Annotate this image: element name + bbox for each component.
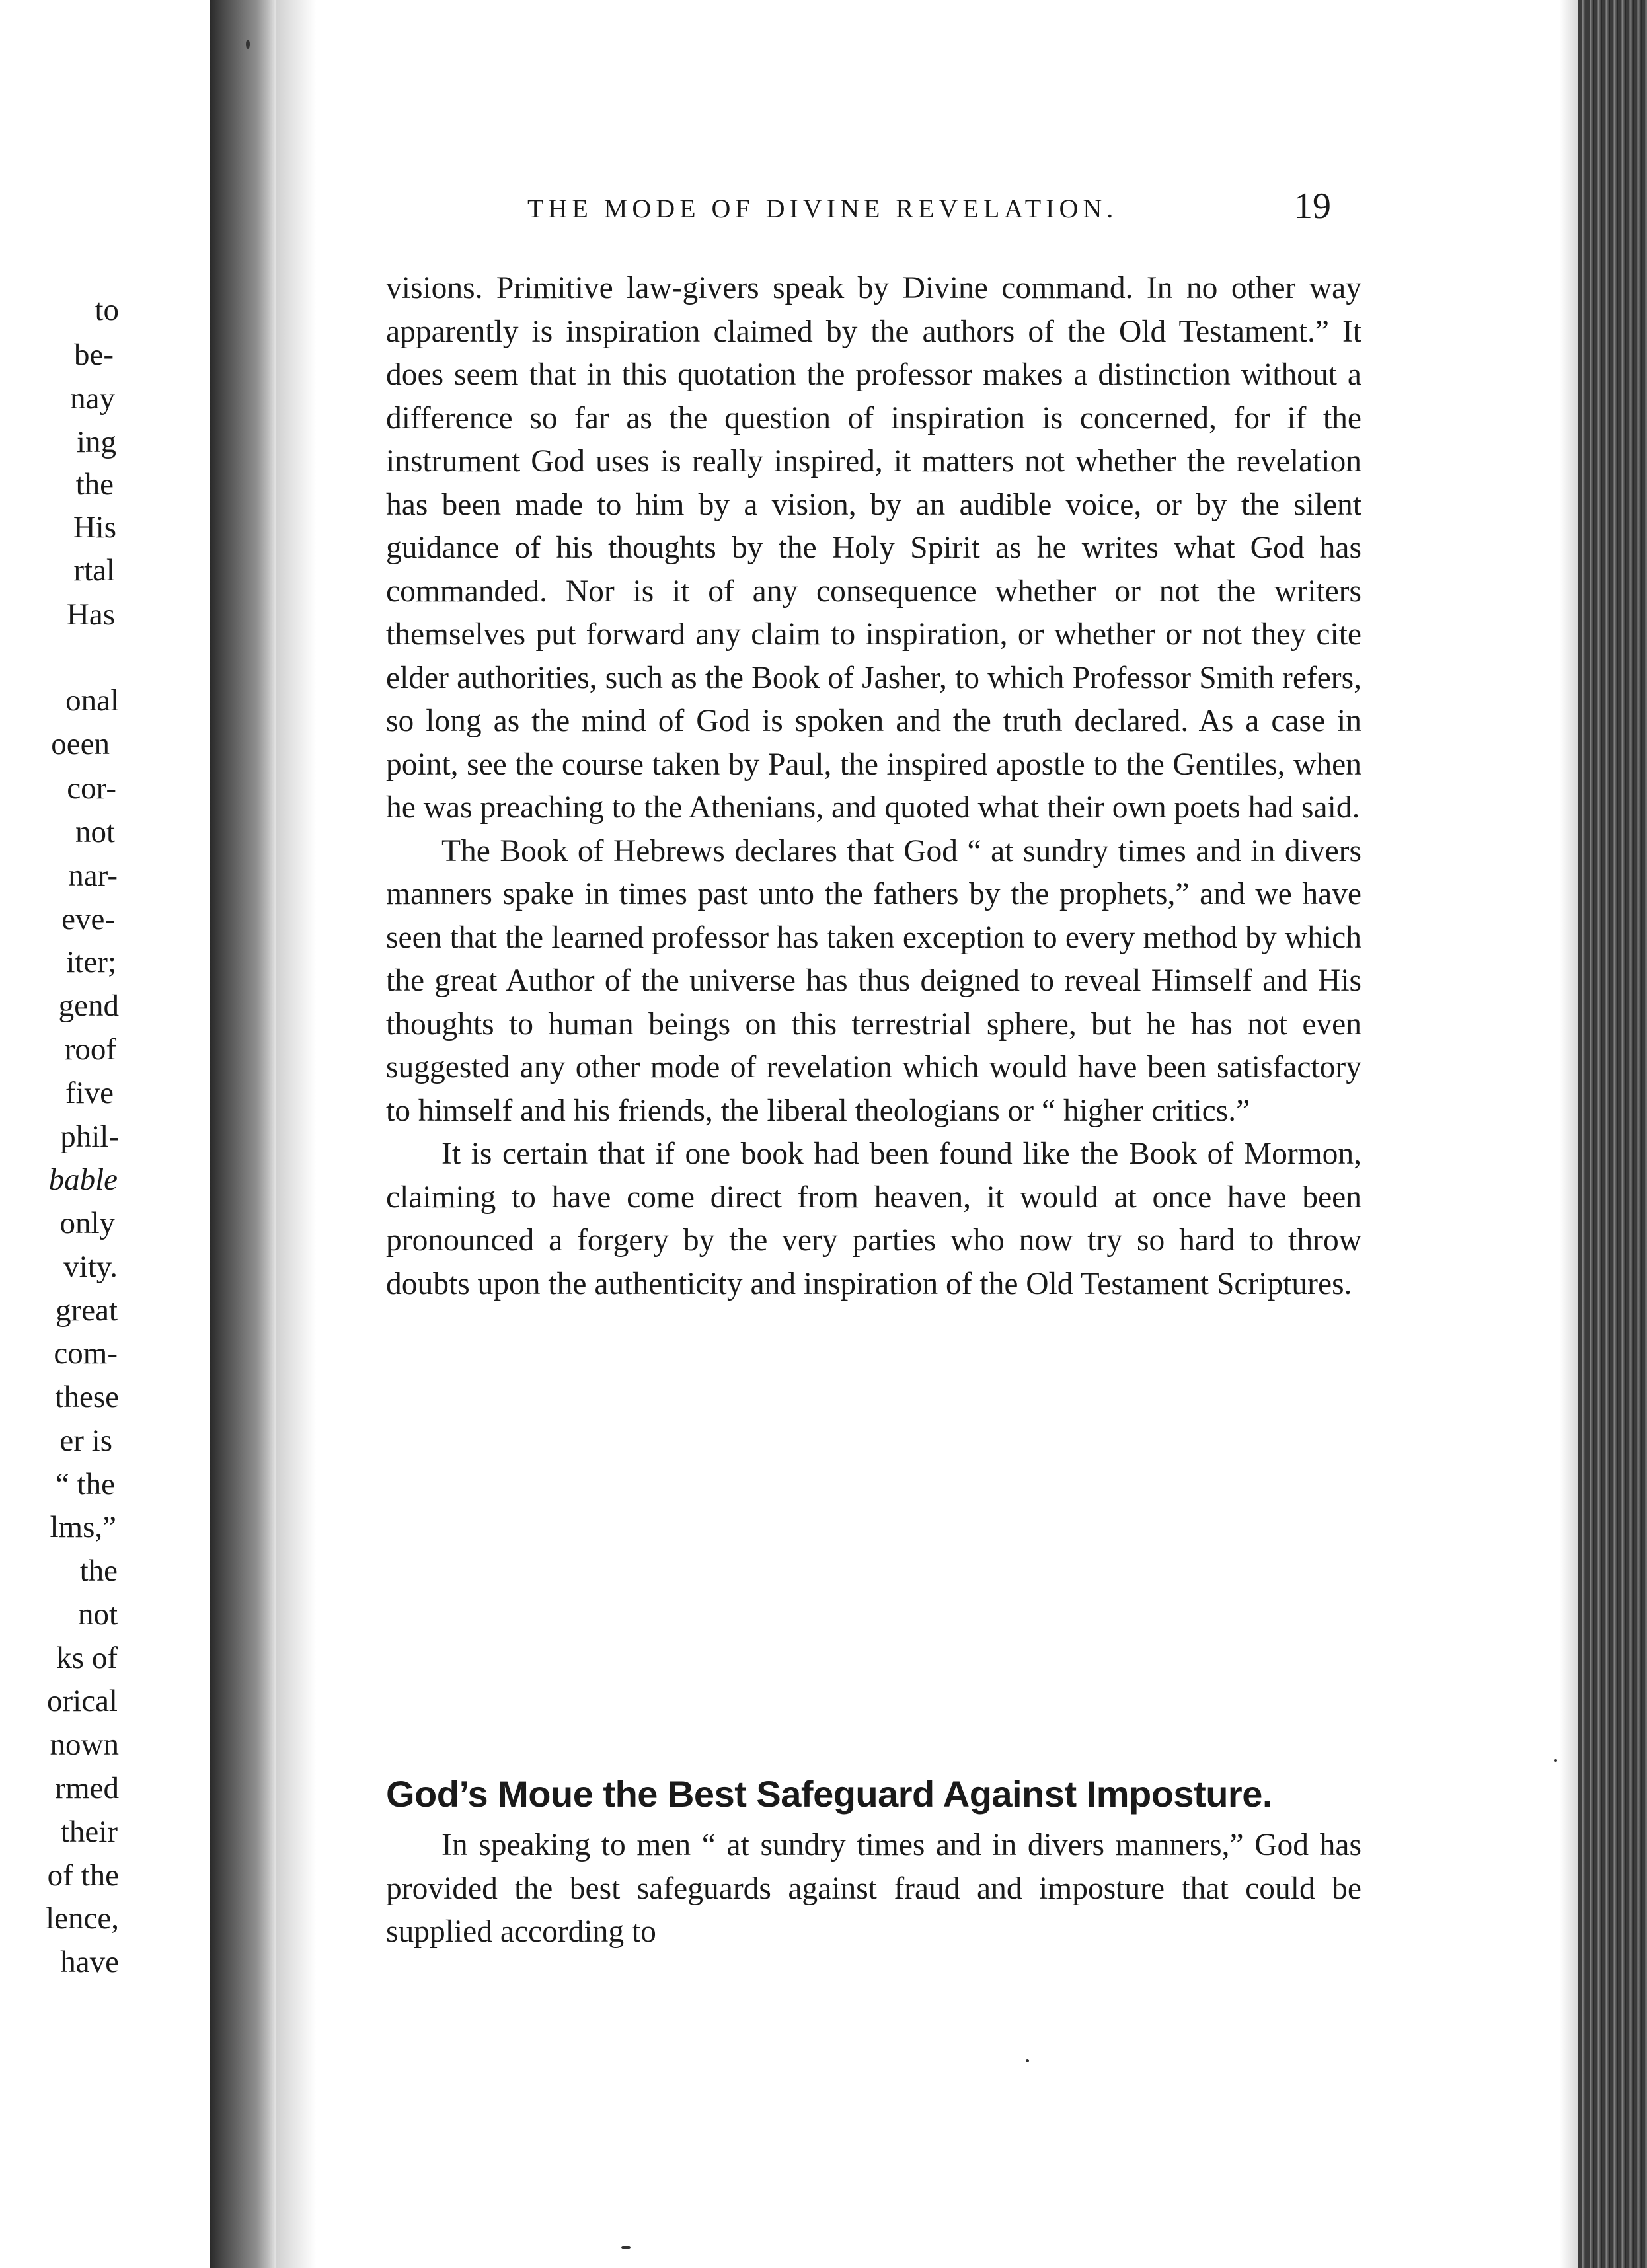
left-page-fragment: have xyxy=(60,1945,119,1979)
left-page-fragment: His xyxy=(73,510,116,545)
scan-speck xyxy=(621,2246,631,2249)
gutter-shadow xyxy=(276,0,316,2268)
paragraph-1: visions. Primitive law-givers speak by Divine command. In no other way apparently is inspiration claimed by the authors of the Old Testament.” It does seem that in this quotation the professor makes a distinction without a difference so far as the question of inspiration is concerned, for if the instrument God uses is really inspired, it matters not whether the revelation has been made to him by a vision, by an audible voice, or by the silent guidance of his thoughts by the Holy Spirit as he writes what God has commanded. Nor is it of any consequence whether or not the writers themselves put forward any claim to inspiration, or whether or not they cite elder authorities, such as the Book of Jasher, to which Professor Smith refers, so long as the mind of God is spoken and the truth declared. As a case in point, see the course taken by Paul, the inspired apostle to the Gentiles, when he was preaching to the Athenians, and quoted what their own poets had said. xyxy=(386,271,1361,825)
left-page-fragment: the xyxy=(75,467,114,502)
scan-speck xyxy=(1554,1759,1557,1762)
left-page-fragment: vity. xyxy=(63,1250,118,1284)
left-page-fragment: Has xyxy=(66,597,115,632)
book-gutter xyxy=(210,0,276,2268)
left-page-fragment: oeen xyxy=(51,727,110,761)
left-page-fragment: eve- xyxy=(61,902,115,936)
left-page-fragment: gend xyxy=(58,989,119,1023)
left-page-fragment: be- xyxy=(73,338,114,372)
left-page-fragment: lence, xyxy=(46,1901,119,1936)
section-body-text xyxy=(386,1824,1361,1954)
body-text xyxy=(386,267,1361,1306)
left-page-fragment: ks of xyxy=(56,1641,118,1675)
left-page-fragment: nay xyxy=(70,381,115,416)
left-page-fragment: onal xyxy=(65,683,119,718)
left-page-fragment: orical xyxy=(47,1684,118,1718)
left-page-fragment: to xyxy=(95,293,119,327)
left-page-fragment: not xyxy=(77,1597,118,1632)
running-header: THE MODE OF DIVINE REVELATION. xyxy=(527,194,1118,223)
left-page-fragment: five xyxy=(65,1076,114,1110)
left-page-fragment: com- xyxy=(54,1336,118,1371)
left-page-fragment: “ the xyxy=(55,1467,115,1501)
left-page-fragment: rtal xyxy=(73,553,115,587)
page-edge-stack xyxy=(1578,0,1647,2268)
left-page-fragment: nown xyxy=(50,1727,119,1762)
left-page-fragment: iter; xyxy=(66,945,116,979)
page-number: 19 xyxy=(1294,186,1331,227)
left-page-fragment: bable xyxy=(48,1162,118,1197)
page-edge-highlight xyxy=(1560,0,1578,2268)
left-page-fragment: roof xyxy=(64,1032,116,1067)
right-page xyxy=(316,0,1560,2268)
paragraph-2: The Book of Hebrews declares that God “ at sundry times and in divers manners spake in times past unto the fathers by the prophets,” and we have seen that the learned professor has taken exception to every method by which the great Author of the universe has thus deigned to reveal Himself and His thoughts to human beings on this terrestrial sphere, but he has not even suggested any other mode of revelation which would have been satisfactory to himself and his friends, the liberal theologians or “ higher critics.” xyxy=(386,833,1361,1128)
scan-speck xyxy=(1026,2059,1029,2062)
left-page-fragment: rmed xyxy=(55,1771,119,1805)
left-page-fragment: ing xyxy=(76,425,116,459)
left-page-fragment: only xyxy=(59,1206,115,1240)
left-page-fragment: lms,” xyxy=(50,1510,116,1544)
left-page-fragment: these xyxy=(55,1380,119,1414)
left-page-fragment: great xyxy=(56,1293,118,1328)
left-page-fragment: their xyxy=(60,1815,118,1849)
left-page-fragment: er is xyxy=(59,1423,112,1458)
left-page-fragment: of the xyxy=(47,1858,119,1893)
left-page-text-fragments xyxy=(0,0,211,2268)
section-heading: God’s Moue the Best Safeguard Against Imposture. xyxy=(386,1773,1272,1815)
left-page-fragment: not xyxy=(75,815,115,849)
left-page-fragment: the xyxy=(79,1554,118,1588)
scan-speck xyxy=(246,40,250,49)
section-paragraph: In speaking to men “ at sundry times and in divers manners,” God has provided the best safeguards against fraud and imposture that could be supplied according to xyxy=(386,1828,1361,1949)
left-page-fragment: nar- xyxy=(68,858,118,893)
paragraph-3: It is certain that if one book had been found like the Book of Mormon, claiming to have come direct from heaven, it would at once have been pronounced a forgery by the very parties who now try so hard to throw doubts upon the authenticity and inspiration of the Old Testament Scriptures. xyxy=(386,1137,1361,1301)
left-page-fragment: phil- xyxy=(60,1119,119,1154)
left-page-fragment: cor- xyxy=(67,771,116,806)
